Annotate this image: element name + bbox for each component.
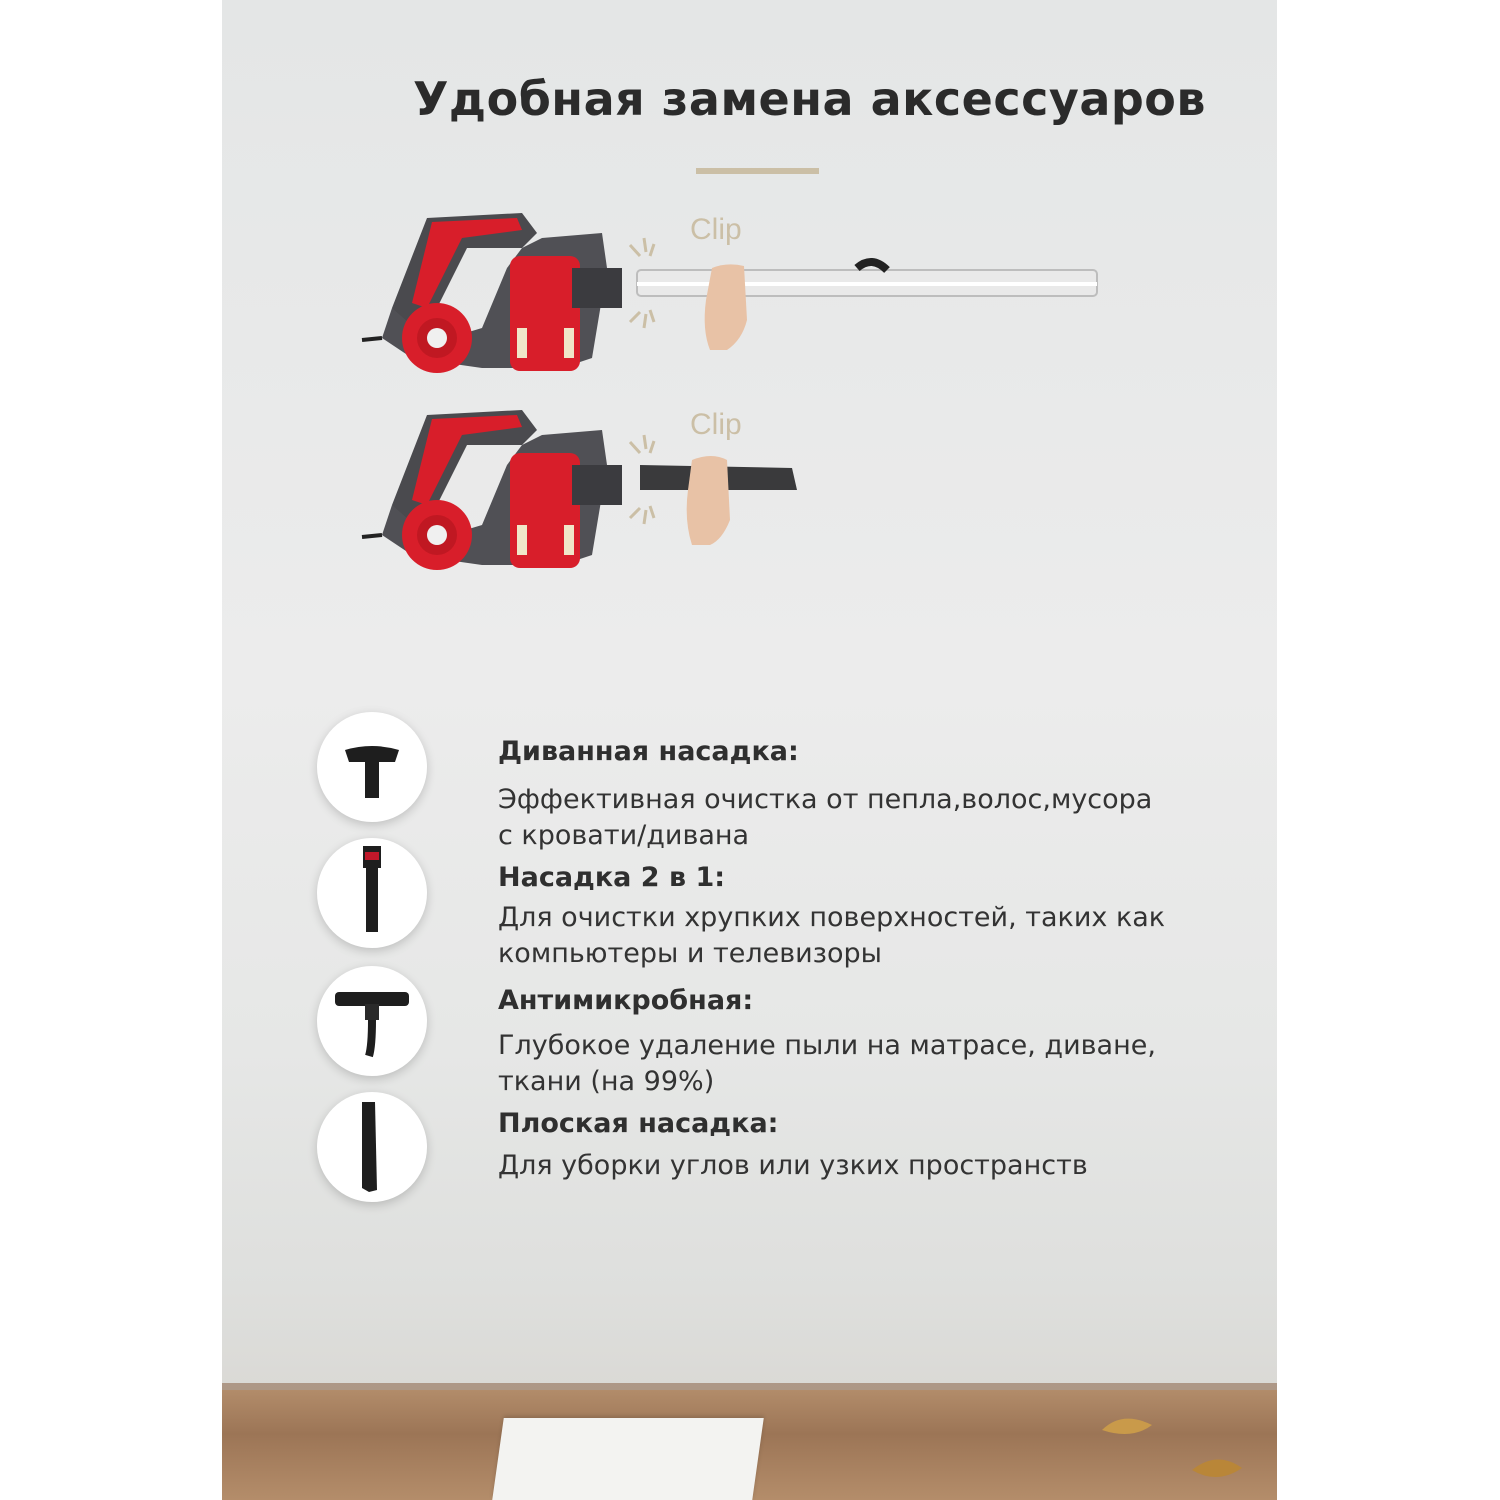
feature-desc-line: Глубокое удаление пыли на матрасе, диване, <box>498 1030 1156 1061</box>
feature-heading-crevice: Плоская насадка: <box>498 1108 779 1139</box>
feature-desc-2in1 <box>498 900 1258 972</box>
crevice-tool-attach-icon <box>640 456 797 545</box>
feature-desc-upholstery <box>498 782 1258 854</box>
feature-desc-antimicrobial <box>498 1028 1258 1100</box>
clip-label-1: Clip <box>690 213 742 246</box>
vacuum-handheld-icon <box>362 410 622 570</box>
vacuum-crevice-illustration <box>222 0 1277 620</box>
feature-heading-antimicrobial: Антимикробная: <box>498 985 754 1016</box>
feature-desc-line: компьютеры и телевизоры <box>498 938 882 969</box>
upholstery-brush-icon <box>317 712 427 822</box>
book-decoration <box>492 1418 764 1500</box>
feature-desc-line: Для очистки хрупких поверхностей, таких как <box>498 902 1166 933</box>
feature-heading-upholstery: Диванная насадка: <box>498 736 799 767</box>
page-title: Удобная замена аксессуаров <box>412 72 1207 126</box>
feature-desc-crevice <box>498 1148 1258 1184</box>
feature-desc-line: Для уборки углов или узких пространств <box>498 1150 1088 1181</box>
crevice-tool-icon <box>317 1092 427 1202</box>
feature-desc-line: Эффективная очистка от пепла,волос,мусора <box>498 784 1153 815</box>
two-in-one-nozzle-icon <box>317 838 427 948</box>
product-page <box>222 0 1277 1500</box>
floor-brush-icon <box>317 966 427 1076</box>
feature-desc-line: с кровати/дивана <box>498 820 750 851</box>
feature-desc-line: ткани (на 99%) <box>498 1066 715 1097</box>
clip-label-2: Clip <box>690 408 742 441</box>
feature-heading-2in1: Насадка 2 в 1: <box>498 862 726 893</box>
dry-leaves-icon <box>1082 1410 1272 1500</box>
